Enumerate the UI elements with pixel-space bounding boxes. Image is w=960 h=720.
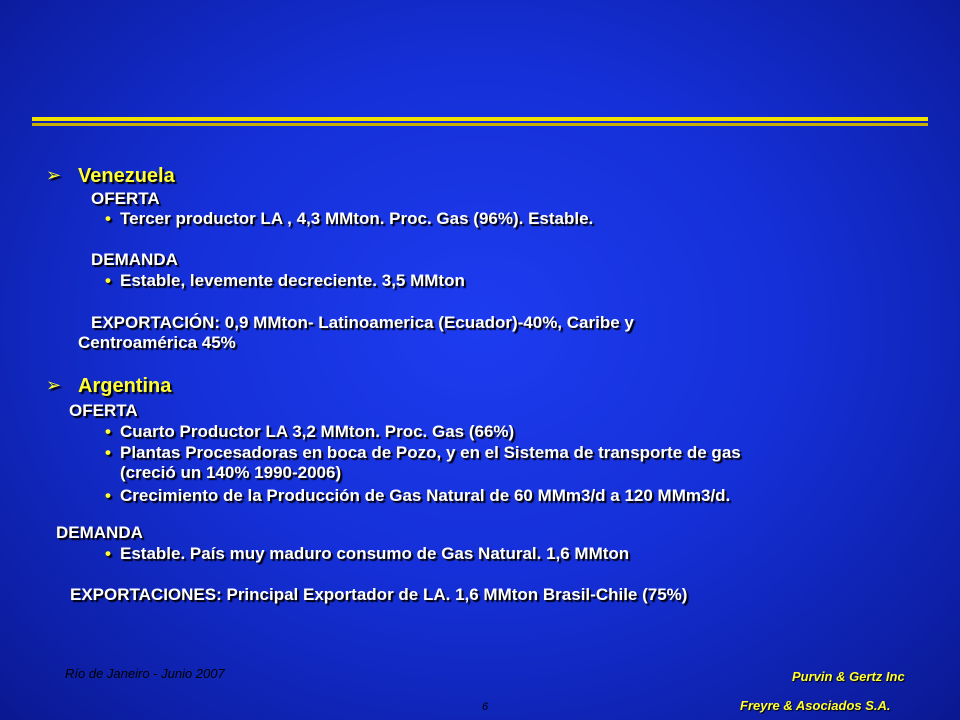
venezuela-oferta-item: Tercer productor LA , 4,3 MMton. Proc. Gas (96%). Estable. <box>120 209 594 228</box>
argentina-oferta-item-2: Plantas Procesadoras en boca de Pozo, y en el Sistema de transporte de gas <box>120 443 741 462</box>
bullet-icon: • <box>105 209 111 228</box>
footer-company-2: Freyre & Asociados S.A. <box>740 698 891 713</box>
title-rule-top <box>32 117 928 121</box>
bullet-icon: • <box>105 544 111 563</box>
bullet-icon: • <box>105 271 111 290</box>
bullet-icon: • <box>105 443 111 462</box>
argentina-oferta-item-1: Cuarto Productor LA 3,2 MMton. Proc. Gas (66%) <box>120 422 515 441</box>
argentina-oferta-item-2-cont: (creció un 140% 1990-2006) <box>120 463 342 482</box>
bullet-icon: • <box>105 486 111 505</box>
venezuela-export-line1: EXPORTACIÓN: 0,9 MMton- Latinoamerica (Ecuador)-40%, Caribe y <box>91 313 634 332</box>
arrow-bullet-icon: ➢ <box>46 165 62 185</box>
venezuela-heading: Venezuela <box>78 165 175 187</box>
venezuela-oferta-label: OFERTA <box>91 189 160 208</box>
arrow-bullet-icon: ➢ <box>46 375 62 395</box>
page-number: 6 <box>482 701 489 713</box>
argentina-demanda-item: Estable. País muy maduro consumo de Gas Natural. 1,6 MMton <box>120 544 630 563</box>
venezuela-demanda-item: Estable, levemente decreciente. 3,5 MMton <box>120 271 465 290</box>
argentina-oferta-label: OFERTA <box>69 401 138 420</box>
venezuela-demanda-label: DEMANDA <box>91 250 178 269</box>
footer-company-1: Purvin & Gertz Inc <box>792 669 905 684</box>
title-rule-bottom <box>32 123 928 126</box>
bullet-icon: • <box>105 422 111 441</box>
venezuela-export-line2: Centroamérica 45% <box>78 333 236 352</box>
footer-location-date: Río de Janeiro - Junio 2007 <box>65 666 225 681</box>
argentina-oferta-item-3: Crecimiento de la Producción de Gas Natural de 60 MMm3/d a 120 MMm3/d. <box>120 486 731 505</box>
argentina-heading: Argentina <box>78 375 172 397</box>
argentina-demanda-label: DEMANDA <box>56 523 143 542</box>
argentina-export-line: EXPORTACIONES: Principal Exportador de LA. 1,6 MMton Brasil-Chile (75%) <box>70 585 688 604</box>
